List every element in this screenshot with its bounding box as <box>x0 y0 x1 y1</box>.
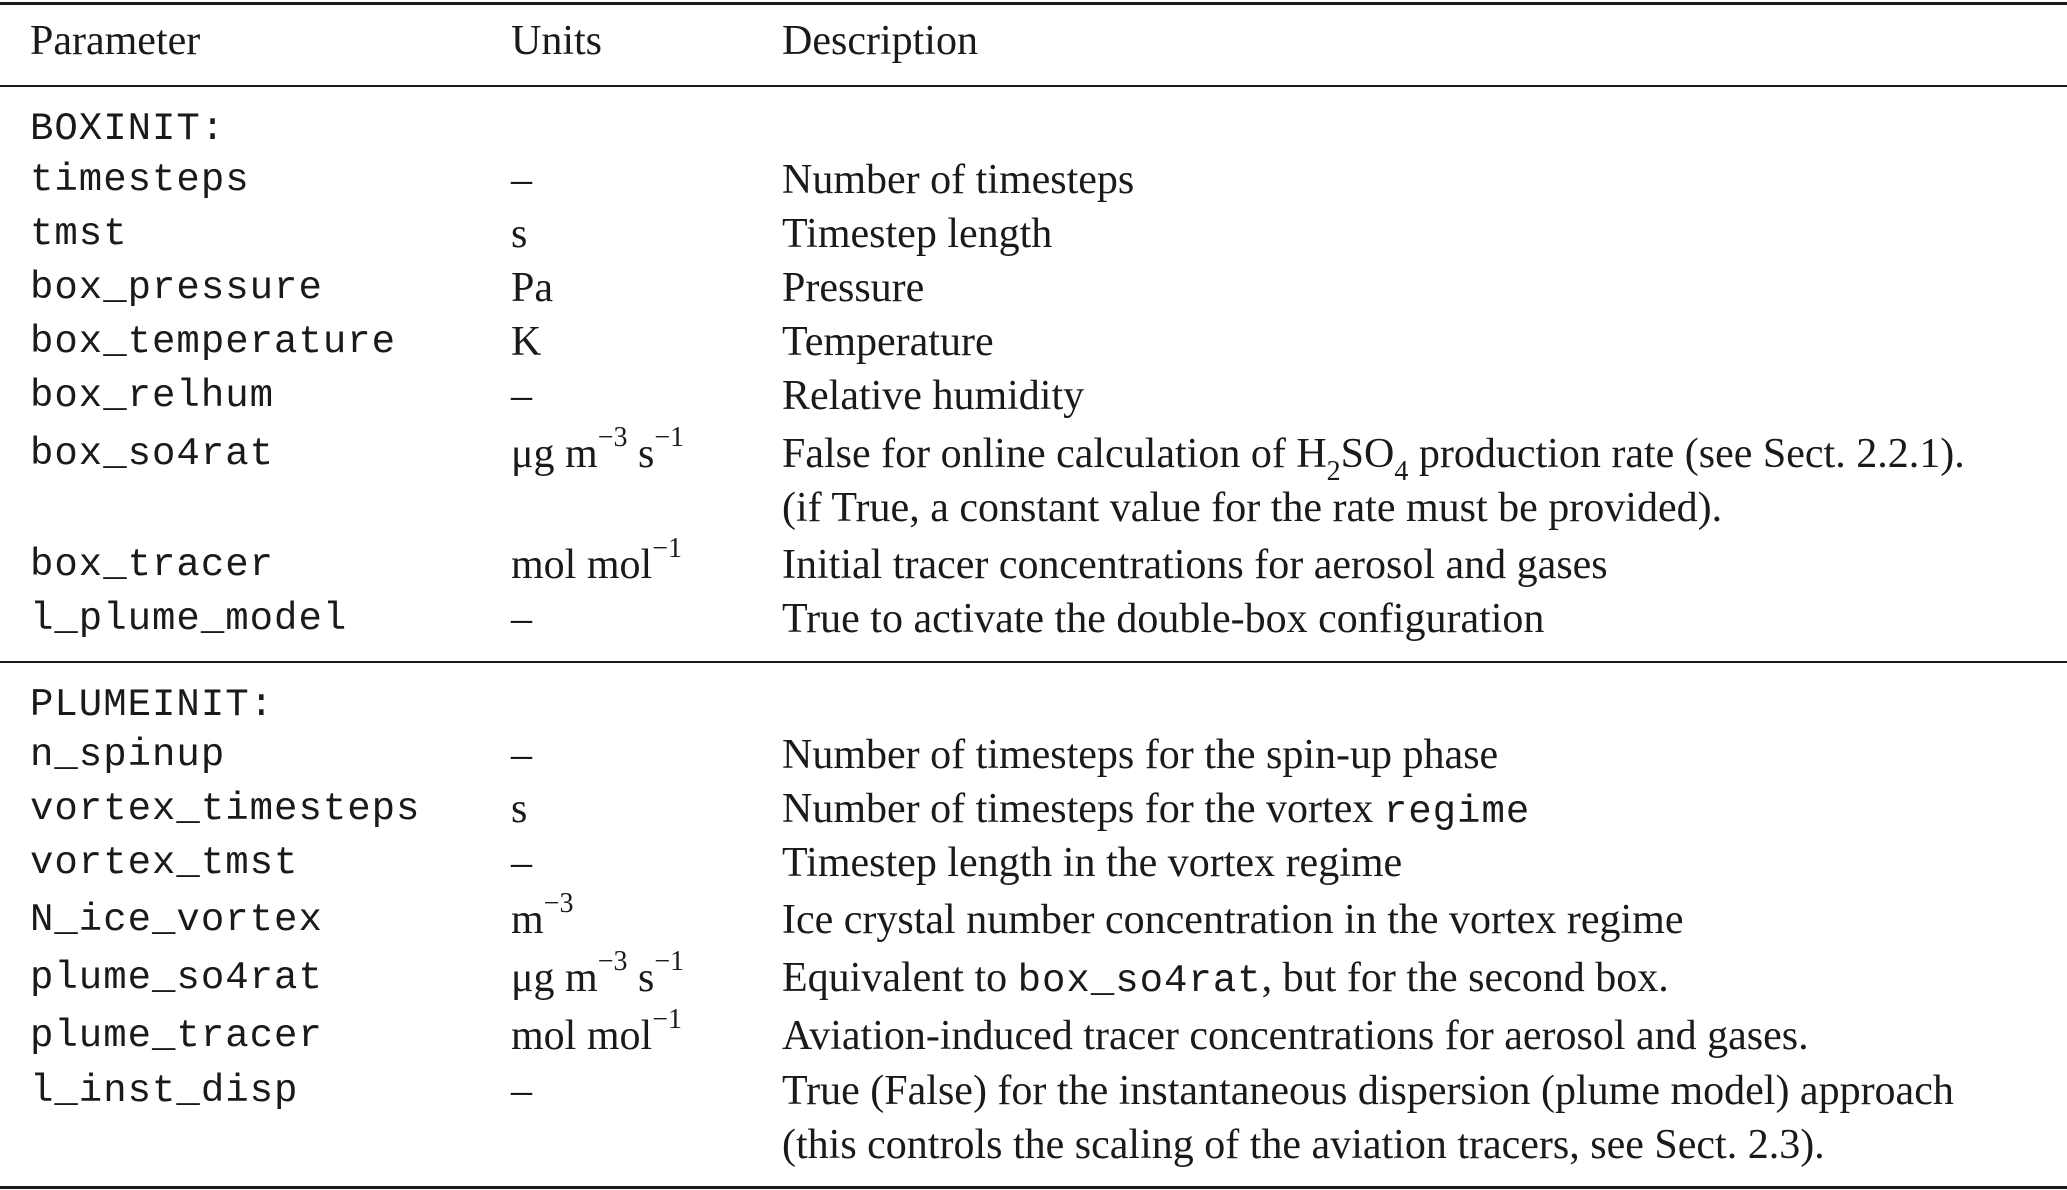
param-name: l_inst_disp <box>30 1069 299 1113</box>
units-base: m <box>511 897 544 943</box>
description-line: True (False) for the instantaneous dispersion (plume model) approach <box>782 1068 1954 1114</box>
description-line: (if True, a constant value for the rate must be provided). <box>782 485 1723 531</box>
description-line: (this controls the scaling of the aviation tracers, see Sect. 2.3). <box>782 1122 1825 1168</box>
param-units: – <box>511 596 532 642</box>
param-units: – <box>511 157 532 203</box>
param-description: Ice crystal number concentration in the vortex regime <box>782 897 1684 943</box>
description-code: box_so4rat <box>1017 959 1262 1003</box>
param-description: Initial tracer concentrations for aerosol and gases <box>782 542 1608 588</box>
param-name: plume_so4rat <box>30 956 323 1000</box>
section-label: BOXINIT: <box>30 107 226 151</box>
param-units: s <box>511 211 528 257</box>
param-name: box_temperature <box>30 320 397 364</box>
description-code: regime <box>1383 790 1531 834</box>
description-text: production rate (see Sect. 2.2.1). <box>1408 431 1965 477</box>
units-exponent: −1 <box>654 946 685 977</box>
param-name: box_so4rat <box>30 432 275 476</box>
param-description <box>782 782 1530 839</box>
param-name: timesteps <box>30 158 250 202</box>
param-units: – <box>511 1068 532 1114</box>
top-rule <box>0 2 2067 5</box>
header-parameter: Parameter <box>30 18 201 64</box>
param-name: n_spinup <box>30 733 226 777</box>
param-units: – <box>511 732 532 778</box>
param-units: – <box>511 840 532 886</box>
param-description <box>782 427 1965 535</box>
param-units: K <box>511 319 542 365</box>
units-base: mol mol <box>511 1013 653 1059</box>
param-name: plume_tracer <box>30 1014 323 1058</box>
param-units <box>511 422 685 481</box>
param-description: Relative humidity <box>782 373 1085 419</box>
units-exponent: −1 <box>654 422 685 453</box>
param-units: s <box>511 786 528 832</box>
subscript: 4 <box>1394 456 1409 488</box>
subscript: 2 <box>1326 456 1341 488</box>
param-description: Aviation-induced tracer concentrations for aerosol and gases. <box>782 1013 1809 1059</box>
param-description: Number of timesteps <box>782 157 1135 203</box>
header-rule <box>0 85 2067 87</box>
param-description: Timestep length in the vortex regime <box>782 840 1403 886</box>
section-rule <box>0 661 2067 663</box>
units-exponent: −1 <box>652 1004 682 1035</box>
param-name: tmst <box>30 212 128 256</box>
units-exponent: −3 <box>597 422 628 453</box>
param-name: box_relhum <box>30 374 275 418</box>
description-text: Equivalent to <box>782 955 1018 1001</box>
units-base: mol mol <box>511 542 653 588</box>
param-name: vortex_timesteps <box>30 787 421 831</box>
units-mid: s <box>627 955 655 1001</box>
units-exponent: −3 <box>597 946 628 977</box>
units-exponent: −3 <box>543 888 574 919</box>
param-description: True to activate the double-box configuration <box>782 596 1545 642</box>
section-label: PLUMEINIT: <box>30 683 275 727</box>
param-name: box_pressure <box>30 266 323 310</box>
units-exponent: −1 <box>652 533 682 564</box>
units-mid: s <box>627 431 655 477</box>
param-units <box>511 1004 682 1063</box>
param-units <box>511 946 685 1005</box>
param-units: Pa <box>511 265 553 311</box>
param-description <box>782 1064 1954 1172</box>
bottom-rule <box>0 1186 2067 1189</box>
param-description: Pressure <box>782 265 925 311</box>
param-description: Timestep length <box>782 211 1053 257</box>
param-description: Temperature <box>782 319 994 365</box>
param-units <box>511 888 574 947</box>
description-text: , but for the second box. <box>1261 955 1669 1001</box>
param-description: Number of timesteps for the spin-up phase <box>782 732 1499 778</box>
units-base: μg m <box>511 431 598 477</box>
description-text: Number of timesteps for the vortex <box>782 786 1384 832</box>
description-line <box>782 427 1965 488</box>
description-text: False for online calculation of H <box>782 431 1327 477</box>
param-name: vortex_tmst <box>30 841 299 885</box>
param-name: N_ice_vortex <box>30 898 323 942</box>
units-base: μg m <box>511 955 598 1001</box>
param-units <box>511 533 682 592</box>
header-description: Description <box>782 18 978 64</box>
param-units: – <box>511 373 532 419</box>
param-description <box>782 951 1669 1008</box>
param-name: l_plume_model <box>30 597 348 641</box>
param-name: box_tracer <box>30 543 275 587</box>
description-text: SO <box>1340 431 1395 477</box>
header-units: Units <box>511 18 603 64</box>
